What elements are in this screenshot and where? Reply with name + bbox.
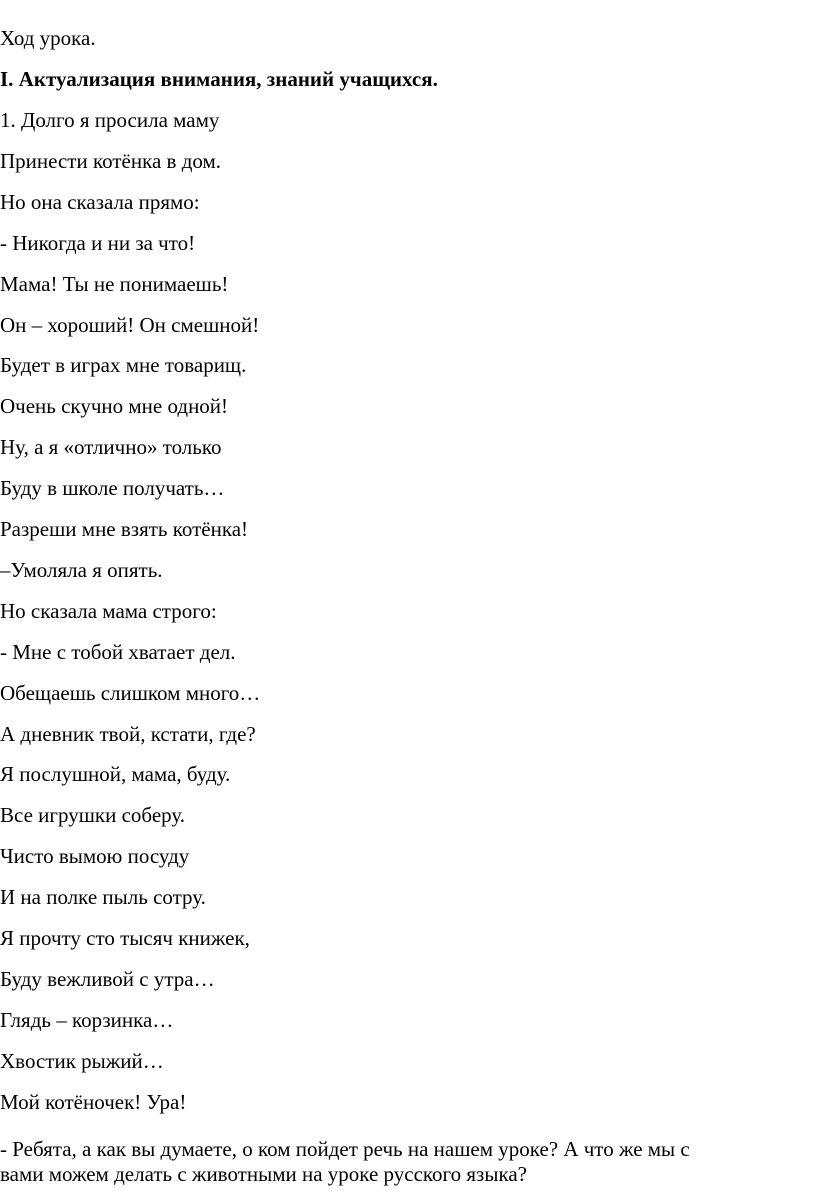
- poem-line: - Мне с тобой хватает дел.: [0, 640, 236, 664]
- poem-line: Ну, а я «отлично» только: [0, 435, 222, 459]
- poem-line: Обещаешь слишком много…: [0, 681, 261, 705]
- poem-line: Будет в играх мне товарищ.: [0, 353, 247, 377]
- lesson-progress-label: Ход урока.: [0, 26, 96, 50]
- poem-line: –Умоляла я опять.: [0, 558, 163, 582]
- poem-line: Он – хороший! Он смешной!: [0, 313, 260, 337]
- poem-line: Мама! Ты не понимаешь!: [0, 272, 229, 296]
- poem-line: Все игрушки соберу.: [0, 803, 186, 827]
- poem-line: Буду в школе получать…: [0, 476, 225, 500]
- poem-line: Но она сказала прямо:: [0, 190, 200, 214]
- question-line-2: вами можем делать с животными на уроке русского языка?: [0, 1162, 527, 1186]
- poem-line: Я прочту сто тысяч книжек,: [0, 926, 250, 950]
- poem-line: Я послушной, мама, буду.: [0, 762, 231, 786]
- poem-line: 1. Долго я просила маму: [0, 108, 220, 132]
- question-line-1: - Ребята, а как вы думаете, о ком пойдет речь на нашем уроке? А что же мы с: [0, 1137, 690, 1161]
- poem-line: Разреши мне взять котёнка!: [0, 517, 249, 541]
- poem-line: Мой котёночек! Ура!: [0, 1090, 187, 1114]
- poem-line: - Никогда и ни за что!: [0, 231, 196, 255]
- poem-line: А дневник твой, кстати, где?: [0, 722, 256, 746]
- poem-line: Но сказала мама строго:: [0, 599, 217, 623]
- poem-line: Глядь – корзинка…: [0, 1008, 174, 1032]
- section-heading: I. Актуализация внимания, знаний учащихся.: [0, 67, 438, 91]
- poem-line: Хвостик рыжий…: [0, 1049, 164, 1073]
- poem-line: Очень скучно мне одной!: [0, 394, 229, 418]
- poem-line: Принести котёнка в дом.: [0, 149, 222, 173]
- poem-line: Чисто вымою посуду: [0, 844, 190, 868]
- poem-line: Буду вежливой с утра…: [0, 967, 215, 991]
- poem-line: И на полке пыль сотру.: [0, 885, 206, 909]
